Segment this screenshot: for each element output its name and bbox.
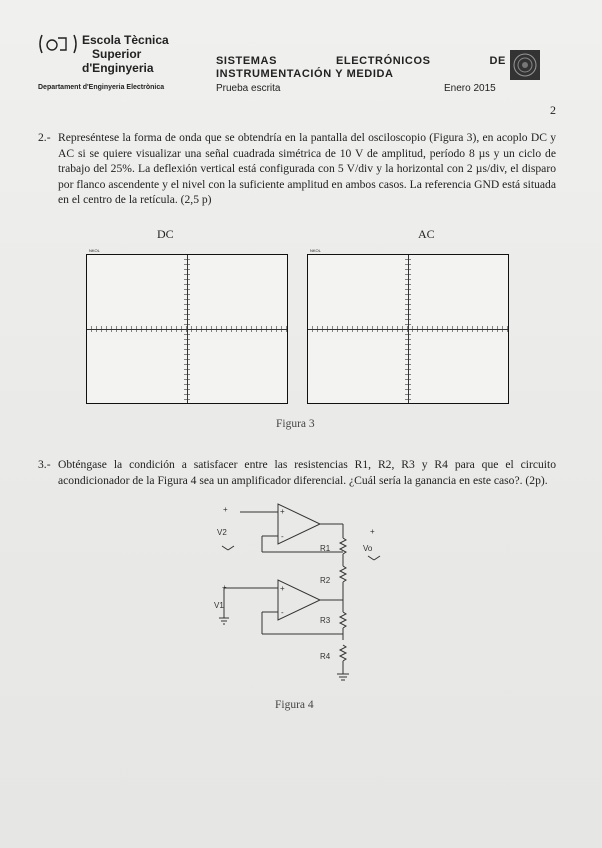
label-r4: R4: [320, 652, 331, 661]
resistor-r4: [340, 645, 346, 661]
course-word-3: DE: [489, 55, 506, 67]
v2-plus: +: [223, 505, 228, 514]
logo-icon: [36, 32, 80, 56]
label-r3: R3: [320, 616, 331, 625]
figure3-caption: Figura 3: [276, 418, 315, 430]
exam-date: Enero 2015: [444, 83, 496, 94]
course-title-line2: INSTRUMENTACIÓN Y MEDIDA: [216, 68, 394, 80]
figure4-caption: Figura 4: [275, 699, 314, 711]
course-title-line1: [216, 55, 506, 67]
label-dc: DC: [157, 227, 174, 241]
opamp1-plus: +: [280, 507, 285, 516]
oscilloscope-grid-dc: [86, 248, 288, 404]
opamp2-minus: -: [281, 608, 284, 617]
exam-type: Prueba escrita: [216, 83, 281, 94]
label-r2: R2: [320, 576, 331, 585]
question3-text: Obténgase la condición a satisfacer entre las resistencias R1, R2, R3 y R4 para que el circuito acondicionador de la Figura 4 sea un amplificador diferencial. ¿Cuál sería la ganancia en este caso?. (2p).: [58, 458, 556, 487]
department-name: Departament d'Enginyeria Electrònica: [38, 84, 165, 91]
opamp2-plus: +: [280, 584, 285, 593]
label-vo: Vo: [363, 544, 373, 553]
grid-tag-ac: NKOL: [310, 248, 321, 253]
school-line2: Superior: [92, 47, 142, 61]
resistor-r3: [340, 612, 346, 628]
question3-number: 3.-: [38, 458, 51, 471]
grid-tag-dc: NKOL: [89, 248, 100, 253]
opamp1-minus: -: [281, 532, 284, 541]
school-logo: [36, 32, 80, 61]
school-line3: d'Enginyeria: [82, 61, 154, 75]
circuit-diagram: [200, 500, 400, 695]
question2-text: Represéntese la forma de onda que se obtendría en la pantalla del osciloscopio (Figura 3), en acoplo DC y AC si se quiere visualizar una señal cuadrada simétrica de 10 V de amplitud, período 8 µs y un ciclo de trabajo del 25%. La deflexión vertical está configurada con 5 V/div y la horizontal con 2 µs/div, el disparo por flanco ascendente y el nivel con la suficiente amplitud en ambos casos. La referencia GND está situada en el centro de la retícula. (2,5 p): [58, 131, 556, 206]
oscilloscope-grid-ac: [307, 248, 509, 404]
course-word-1: SISTEMAS: [216, 55, 278, 67]
question2-number: 2.-: [38, 131, 51, 144]
label-r1: R1: [320, 544, 331, 553]
label-v2: V2: [217, 528, 227, 537]
label-v1: V1: [214, 601, 224, 610]
seal-icon: [510, 50, 540, 80]
course-word-2: ELECTRÓNICOS: [335, 55, 431, 67]
school-line1: Escola Tècnica: [82, 33, 169, 47]
label-ac: AC: [418, 227, 435, 241]
v1-plus: +: [222, 583, 227, 592]
school-name: [82, 33, 169, 75]
vo-plus: +: [370, 527, 375, 536]
university-seal: [510, 50, 540, 80]
resistor-r2: [340, 566, 346, 582]
page-number: 2: [550, 103, 556, 117]
